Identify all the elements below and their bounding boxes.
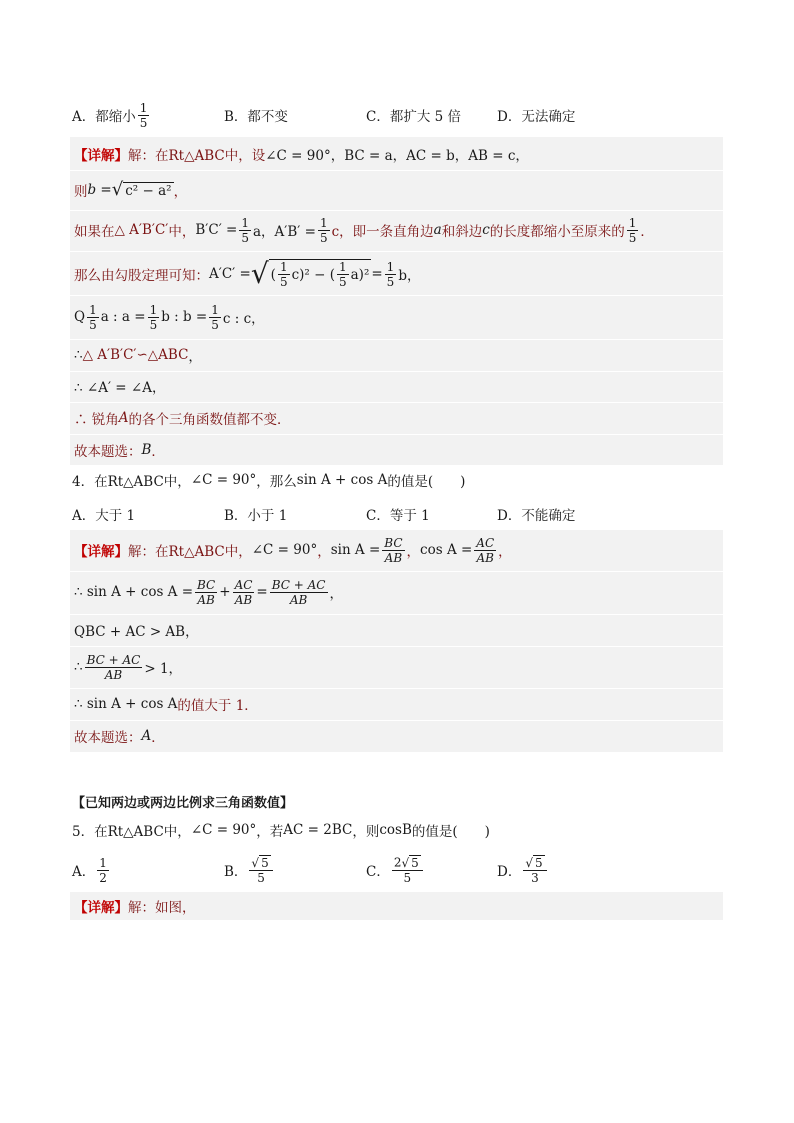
q5-option-d: D． √ 5 3 xyxy=(497,852,549,888)
detail-tag: 【详解】 xyxy=(74,544,128,560)
solution-line: 故本题选： B ． xyxy=(74,442,165,460)
solution-line: ∴ sin A + cos A = $\frac{BC}{AB}$ + $\frac{AC}{AB}$ = $\frac{BC + AC}{AB}$ ， xyxy=(74,577,343,607)
solution-line: Q 1 5 a : a = $\frac{1}{5}$ b : b = $\frac{1}{5}$ c : c， xyxy=(74,302,265,332)
solution-line: ∴ ∠A′ = ∠A， xyxy=(74,380,166,396)
q4-option-d: D．不能确定 xyxy=(497,508,576,524)
q3-solution-box xyxy=(70,137,723,465)
q5-option-b: B． √ 5 5 xyxy=(224,852,275,888)
q4-solution-box xyxy=(70,530,723,752)
q5-stem: 5．在Rt△ABC中， ∠C = 90° ，若 AC = 2BC ，则 cosB 的值是( ) xyxy=(72,822,490,840)
solution-line: QBC + AC > AB， xyxy=(74,624,199,640)
q3-option-c: C．都扩大 5 倍 xyxy=(366,109,462,125)
sqrt: √ c² − a² xyxy=(111,179,172,200)
q4-options xyxy=(72,499,732,529)
q3-option-a xyxy=(72,100,151,130)
solution-line: 【详解】 解：在Rt△ABC中， ∠C = 90° ， sin A = $\frac{BC}{AB}$ ， cos A = $\frac{AC}{AB}$ ， xyxy=(74,535,512,565)
q4-stem: 4．在Rt△ABC中， ∠C = 90° ，那么 sin A + cos A 的值是( ) xyxy=(72,472,466,490)
q5-option-a: A． 1 2 xyxy=(72,855,107,885)
q5-solution-box xyxy=(70,892,723,920)
q5-option-c: C． 2 √ 5 5 xyxy=(366,852,425,888)
solution-line: 则 b = √ c² − a² ， xyxy=(74,179,188,200)
solution-line: 【详解】 解：在Rt△ABC中，设 ∠C = 90°，BC = a，AC = b，AB = c， xyxy=(74,143,529,165)
solution-line: ∴ 锐角 A 的各个三角函数值都不变． xyxy=(74,410,291,428)
solution-line: ∴ △ A′B′C′∽△ABC ， xyxy=(74,347,202,365)
q4-option-c: C．等于 1 xyxy=(366,508,430,524)
q4-option-a: A．大于 1 xyxy=(72,508,136,524)
solution-line: 故本题选： A ． xyxy=(74,728,165,746)
q3-options xyxy=(72,100,732,130)
section-title: 【已知两边或两边比例求三角函数值】 xyxy=(72,796,294,811)
solution-line: 【详解】 解：如图， xyxy=(74,895,196,917)
detail-tag: 【详解】 xyxy=(74,148,128,164)
q4-option-b: B．小于 1 xyxy=(224,508,288,524)
q5-options xyxy=(72,852,732,888)
q3-option-b: B．都不变 xyxy=(224,109,288,125)
option-label: A．都缩小 xyxy=(72,109,136,125)
solution-line: 如果在 △ A′B′C′ 中， B′C′ = $\frac{1}{5}$ a，A′B′ = $\frac{1}{5}$ c，即一条直角边 a 和斜边 c 的长度都缩小至原来的 1 5 ． xyxy=(74,215,654,245)
solution-line: ∴ BC + AC AB > 1， xyxy=(74,652,183,682)
detail-tag: 【详解】 xyxy=(74,900,128,916)
fraction: 1 5 xyxy=(139,100,148,130)
solution-line: ∴ sin A + cos A 的值大于 1． xyxy=(74,696,258,714)
q3-option-d: D．无法确定 xyxy=(497,109,576,125)
solution-line: 那么由勾股定理可知： A′C′ = √ ( 1 5 c)² − ( 1 5 a)² = $\frac{1}{5}$ b， xyxy=(74,257,421,290)
